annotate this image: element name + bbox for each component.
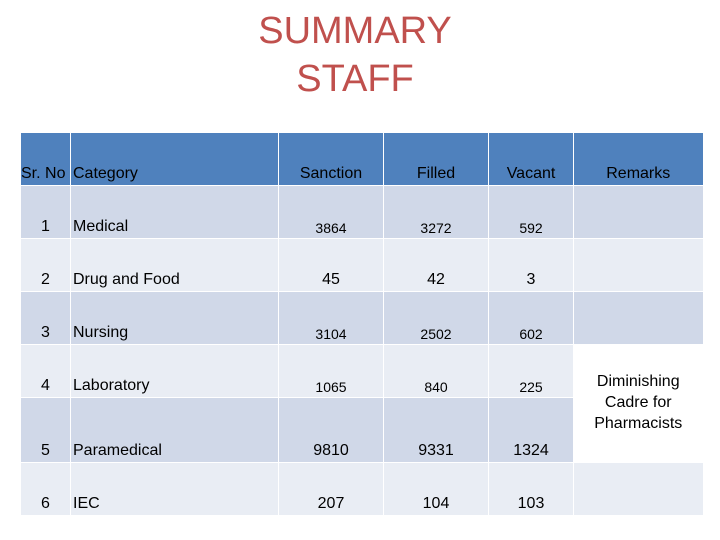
header-vacant: Vacant [489, 133, 574, 186]
cell-srno: 3 [21, 292, 71, 345]
cell-sanction: 45 [279, 239, 384, 292]
table-row [21, 292, 703, 345]
table-row [21, 239, 703, 292]
cell-remarks-merged [574, 345, 703, 463]
cell-remarks [574, 239, 703, 292]
cell-srno: 6 [21, 463, 71, 516]
header-srno: Sr. No [21, 133, 71, 186]
header-remarks: Remarks [574, 133, 703, 186]
cell-remarks [574, 186, 703, 239]
table-row [21, 345, 703, 398]
cell-category: Laboratory [71, 345, 279, 398]
cell-srno: 2 [21, 239, 71, 292]
cell-category: Nursing [71, 292, 279, 345]
table-row [21, 186, 703, 239]
header-filled: Filled [384, 133, 489, 186]
cell-vacant: 3 [489, 239, 574, 292]
cell-vacant: 1324 [489, 398, 574, 463]
header-category: Category [71, 133, 279, 186]
cell-remarks [574, 292, 703, 345]
table-row [21, 463, 703, 516]
header-sanction: Sanction [279, 133, 384, 186]
slide-title-line1: SUMMARY [258, 10, 452, 52]
cell-srno: 4 [21, 345, 71, 398]
staff-summary-table [20, 133, 703, 515]
cell-filled: 104 [384, 463, 489, 516]
cell-vacant: 103 [489, 463, 574, 516]
cell-filled: 2502 [384, 292, 489, 345]
cell-vacant: 602 [489, 292, 574, 345]
cell-vacant: 225 [489, 345, 574, 398]
cell-filled: 840 [384, 345, 489, 398]
cell-remarks [574, 463, 703, 516]
cell-srno: 5 [21, 398, 71, 463]
slide-title-line2: STAFF [296, 58, 414, 100]
cell-category: IEC [71, 463, 279, 516]
remarks-text: Diminishing Cadre for Pharmacists [594, 373, 683, 432]
cell-category: Drug and Food [71, 239, 279, 292]
table-header-row [21, 133, 703, 186]
cell-category: Paramedical [71, 398, 279, 463]
cell-vacant: 592 [489, 186, 574, 239]
cell-sanction: 9810 [279, 398, 384, 463]
cell-sanction: 207 [279, 463, 384, 516]
cell-filled: 42 [384, 239, 489, 292]
cell-filled: 9331 [384, 398, 489, 463]
cell-srno: 1 [21, 186, 71, 239]
cell-sanction: 3104 [279, 292, 384, 345]
cell-filled: 3272 [384, 186, 489, 239]
cell-sanction: 1065 [279, 345, 384, 398]
cell-sanction: 3864 [279, 186, 384, 239]
cell-category: Medical [71, 186, 279, 239]
